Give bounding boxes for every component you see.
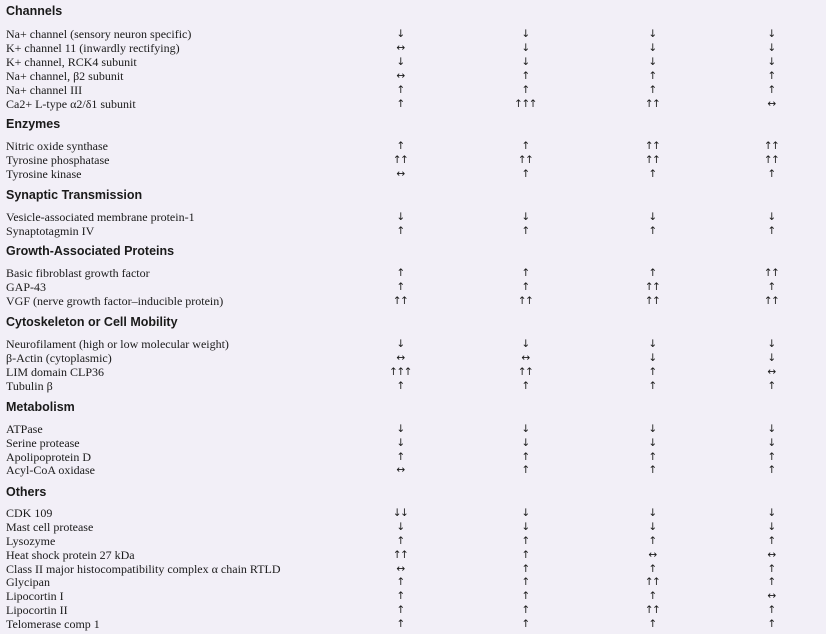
row-label: Tyrosine kinase [6,167,82,181]
section-heading: Growth-Associated Proteins [6,244,175,258]
value-col-4: ↓ [767,211,775,223]
value-col-1: ↔ [396,42,404,54]
value-col-4: ↓ [767,507,775,519]
row-label: Na+ channel (sensory neuron specific) [6,27,192,41]
value-col-3: ↑ [648,70,656,82]
value-col-1: ↑ [396,451,404,463]
value-col-2: ↑ [521,168,529,180]
value-col-2: ↑ [521,84,529,96]
value-col-4: ↔ [767,366,775,378]
table-row [0,520,826,534]
value-col-1: ↑ [396,225,404,237]
table-row [0,562,826,576]
value-col-2: ↑ [521,281,529,293]
row-label: Nitric oxide synthase [6,139,108,153]
row-label: Na+ channel III [6,83,83,97]
value-col-2: ↔ [521,352,529,364]
value-col-2: ↑ [521,535,529,547]
section-heading: Enzymes [6,117,61,131]
value-col-3: ↑ [648,168,656,180]
value-col-3: ↑↑ [644,281,660,293]
value-col-4: ↓ [767,437,775,449]
section-heading: Channels [6,4,63,18]
value-col-1: ↑ [396,281,404,293]
value-col-3: ↑ [648,366,656,378]
row-label: Synaptotagmin IV [6,224,95,238]
value-col-2: ↓ [521,423,529,435]
table-row [0,55,826,69]
value-col-4: ↔ [767,549,775,561]
value-col-3: ↑↑ [644,98,660,110]
value-col-3: ↑ [648,535,656,547]
row-label: β-Actin (cytoplasmic) [6,351,112,365]
table-row [0,337,826,351]
value-col-3: ↑ [648,225,656,237]
row-label: Tubulin β [6,379,53,393]
value-col-2: ↓ [521,507,529,519]
value-col-3: ↑ [648,380,656,392]
value-col-4: ↑ [767,281,775,293]
value-col-2: ↑ [521,140,529,152]
table-row [0,139,826,153]
value-col-1: ↑ [396,380,404,392]
value-col-4: ↓ [767,28,775,40]
value-col-4: ↓ [767,352,775,364]
row-label: ATPase [6,422,43,436]
value-col-2: ↓ [521,211,529,223]
value-col-3: ↑↑ [644,140,660,152]
value-col-3: ↑↑ [644,295,660,307]
value-col-2: ↑ [521,618,529,630]
row-label: Telomerase comp 1 [6,617,100,631]
row-label: Class II major histocompatibility complex α chain RTLD [6,562,281,576]
value-col-2: ↑ [521,549,529,561]
row-label: Basic fibroblast growth factor [6,266,150,280]
value-col-4: ↑ [767,576,775,588]
value-col-1: ↑↑ [392,549,408,561]
value-col-1: ↓ [396,338,404,350]
table-row [0,167,826,181]
value-col-3: ↑↑ [644,154,660,166]
value-col-3: ↑ [648,590,656,602]
value-col-3: ↓ [648,352,656,364]
value-col-4: ↑ [767,604,775,616]
value-col-1: ↓ [396,521,404,533]
value-col-3: ↓ [648,211,656,223]
table-row [0,294,826,308]
value-col-3: ↑ [648,563,656,575]
value-col-1: ↑↑ [392,295,408,307]
value-col-2: ↑↑↑ [514,98,536,110]
value-col-3: ↑ [648,451,656,463]
table-row [0,603,826,617]
value-col-4: ↑ [767,451,775,463]
value-col-3: ↓ [648,521,656,533]
row-label: Acyl-CoA oxidase [6,463,95,477]
value-col-3: ↑ [648,618,656,630]
row-label: Tyrosine phosphatase [6,153,110,167]
value-col-2: ↑ [521,380,529,392]
value-col-1: ↓ [396,423,404,435]
value-col-1: ↔ [396,563,404,575]
value-col-2: ↑ [521,451,529,463]
value-col-2: ↑ [521,576,529,588]
value-col-1: ↓ [396,211,404,223]
table-row [0,450,826,464]
value-col-4: ↑ [767,380,775,392]
value-col-4: ↑↑ [763,295,779,307]
table-row [0,617,826,631]
table-row [0,83,826,97]
table-row [0,266,826,280]
table-row [0,589,826,603]
value-col-4: ↔ [767,590,775,602]
value-col-2: ↑ [521,225,529,237]
row-label: Glycipan [6,575,50,589]
value-col-1: ↑ [396,604,404,616]
value-col-2: ↑ [521,70,529,82]
value-col-4: ↑ [767,535,775,547]
table-row [0,210,826,224]
value-col-4: ↑ [767,618,775,630]
row-label: Neurofilament (high or low molecular weight) [6,337,229,351]
value-col-2: ↑↑ [517,295,533,307]
value-col-3: ↑↑ [644,576,660,588]
table-row [0,41,826,55]
value-col-2: ↓ [521,28,529,40]
value-col-2: ↑↑ [517,154,533,166]
value-col-4: ↑ [767,464,775,476]
value-col-1: ↓ [396,437,404,449]
row-label: Vesicle-associated membrane protein-1 [6,210,195,224]
value-col-2: ↓ [521,42,529,54]
row-label: K+ channel, RCK4 subunit [6,55,137,69]
value-col-1: ↓↓ [392,507,408,519]
value-col-1: ↑ [396,267,404,279]
table-row [0,365,826,379]
row-label: Serine protease [6,436,80,450]
value-col-2: ↓ [521,437,529,449]
value-col-1: ↑ [396,618,404,630]
value-col-3: ↑ [648,84,656,96]
value-col-4: ↔ [767,98,775,110]
value-col-3: ↓ [648,507,656,519]
table-row [0,534,826,548]
value-col-2: ↓ [521,338,529,350]
table-row [0,506,826,520]
table-row [0,379,826,393]
value-col-4: ↑ [767,225,775,237]
table-row [0,224,826,238]
row-label: Lipocortin I [6,589,64,603]
section-heading: Cytoskeleton or Cell Mobility [6,315,178,329]
section-heading: Others [6,485,47,499]
row-label: K+ channel 11 (inwardly rectifying) [6,41,180,55]
value-col-3: ↑ [648,267,656,279]
value-col-2: ↑ [521,590,529,602]
value-col-1: ↑ [396,576,404,588]
value-col-4: ↓ [767,42,775,54]
row-label: Heat shock protein 27 kDa [6,548,135,562]
value-col-2: ↑ [521,464,529,476]
value-col-4: ↓ [767,56,775,68]
value-col-4: ↑↑ [763,267,779,279]
value-col-2: ↑ [521,267,529,279]
value-col-1: ↑ [396,84,404,96]
value-col-2: ↓ [521,521,529,533]
row-label: CDK 109 [6,506,53,520]
row-label: Ca2+ L-type α2/δ1 subunit [6,97,136,111]
table-row [0,436,826,450]
table-row [0,153,826,167]
table-row [0,463,826,477]
value-col-4: ↑ [767,563,775,575]
value-col-4: ↑↑ [763,140,779,152]
row-label: Lipocortin II [6,603,68,617]
value-col-3: ↔ [648,549,656,561]
value-col-1: ↓ [396,56,404,68]
table-row [0,422,826,436]
table-row [0,69,826,83]
value-col-3: ↓ [648,28,656,40]
row-label: VGF (nerve growth factor–inducible protein) [6,294,224,308]
table-row [0,351,826,365]
value-col-3: ↑ [648,464,656,476]
value-col-2: ↑ [521,563,529,575]
value-col-3: ↓ [648,423,656,435]
row-label: Lysozyme [6,534,56,548]
value-col-1: ↔ [396,464,404,476]
value-col-3: ↓ [648,42,656,54]
value-col-4: ↓ [767,423,775,435]
row-label: Apolipoprotein D [6,450,91,464]
value-col-1: ↓ [396,28,404,40]
value-col-4: ↑ [767,168,775,180]
value-col-4: ↑↑ [763,154,779,166]
value-col-1: ↔ [396,168,404,180]
value-col-3: ↓ [648,437,656,449]
table-row [0,548,826,562]
table-row [0,575,826,589]
value-col-4: ↓ [767,338,775,350]
row-label: Mast cell protease [6,520,94,534]
value-col-2: ↑↑ [517,366,533,378]
value-col-4: ↑ [767,84,775,96]
row-label: Na+ channel, β2 subunit [6,69,124,83]
value-col-1: ↑ [396,590,404,602]
value-col-1: ↔ [396,352,404,364]
value-col-1: ↑↑ [392,154,408,166]
value-col-4: ↑ [767,70,775,82]
value-col-1: ↑ [396,535,404,547]
value-col-1: ↑ [396,140,404,152]
table-row [0,97,826,111]
section-heading: Metabolism [6,400,75,414]
value-col-3: ↓ [648,338,656,350]
row-label: LIM domain CLP36 [6,365,104,379]
table-row [0,280,826,294]
row-label: GAP-43 [6,280,47,294]
value-col-3: ↓ [648,56,656,68]
section-heading: Synaptic Transmission [6,188,143,202]
value-col-4: ↓ [767,521,775,533]
value-col-1: ↑ [396,98,404,110]
value-col-1: ↑↑↑ [389,366,411,378]
value-col-2: ↓ [521,56,529,68]
value-col-3: ↑↑ [644,604,660,616]
value-col-1: ↔ [396,70,404,82]
table-row [0,27,826,41]
value-col-2: ↑ [521,604,529,616]
